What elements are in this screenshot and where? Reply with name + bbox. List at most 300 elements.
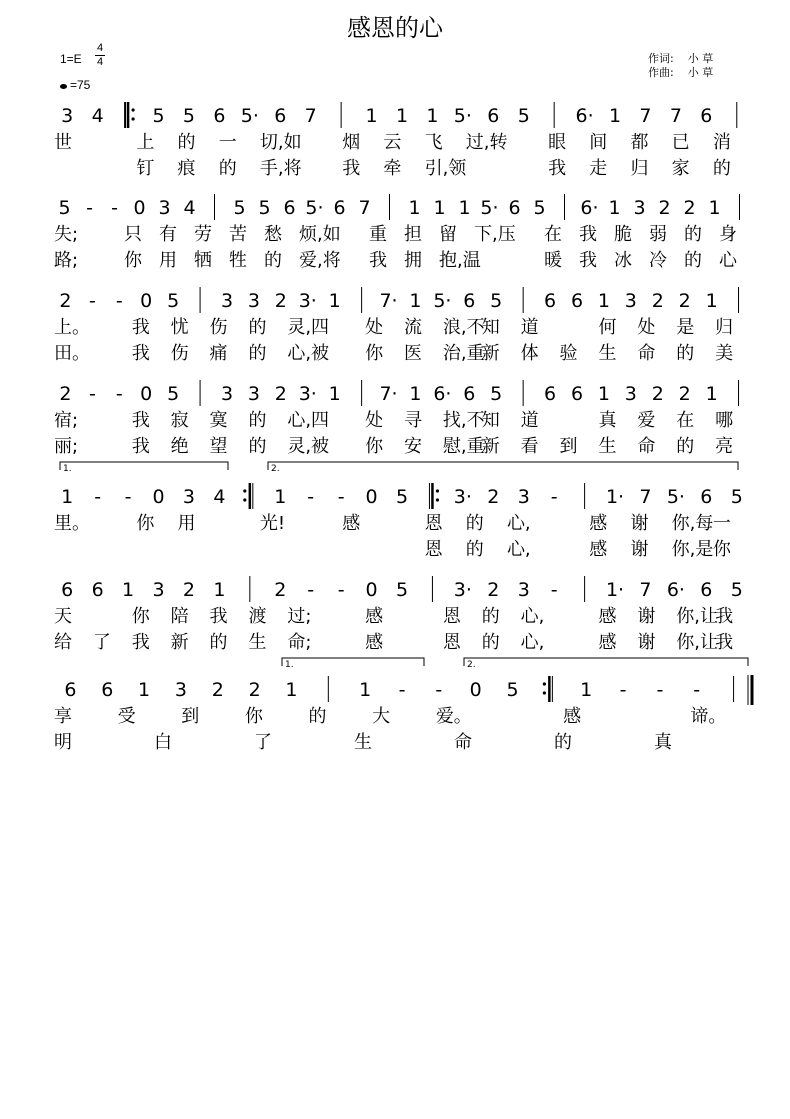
jianpu-note: 6 [463, 383, 476, 405]
lyric-syllable: 你,让 [676, 632, 718, 653]
lyric-syllable: 谢 [637, 606, 656, 627]
jianpu-note: 3· [298, 383, 317, 405]
jianpu-note: 6 [213, 105, 226, 127]
jianpu-note: 1 [122, 579, 135, 601]
jianpu-note: 6 [101, 679, 114, 701]
jianpu-note: - [94, 486, 102, 508]
jianpu-note: 1 [138, 679, 151, 701]
lyric-syllable: 美 [715, 343, 734, 364]
jianpu-note: 7 [639, 105, 652, 127]
lyric-syllable: 烦,如 [299, 224, 341, 245]
jianpu-note: 6 [64, 679, 77, 701]
jianpu-note: 5 [182, 105, 196, 127]
jianpu-note: 1 [597, 383, 610, 405]
lyric-syllable: 安 [404, 436, 422, 457]
lyric-syllable: 过; [287, 606, 312, 627]
repeat-dot [436, 498, 439, 501]
jianpu-note: - [398, 679, 406, 701]
lyric-syllable: 我 [131, 436, 150, 457]
jianpu-note: 5 [58, 197, 71, 219]
lyric-syllable: 到 [559, 436, 578, 457]
lyric-syllable: 我 [209, 606, 228, 627]
lyric-syllable: 我 [131, 317, 150, 338]
lyric-syllable: 你,让 [676, 606, 718, 627]
jianpu-note: 5· [240, 105, 259, 127]
lyric-syllable: 验 [559, 343, 578, 364]
lyric-syllable: 受 [117, 706, 136, 727]
lyric-syllable: 道 [520, 317, 539, 338]
lyric-syllable: 的 [248, 436, 267, 457]
lyric-syllable: 看 [520, 436, 539, 457]
jianpu-note: 3· [453, 579, 472, 601]
volta-1-bracket-label: 1. [285, 660, 294, 670]
lyric-syllable: 用 [159, 250, 177, 271]
repeat-dot [131, 117, 134, 120]
lyric-syllable: 伤 [170, 343, 189, 364]
lyric-syllable: 恩 [442, 606, 461, 627]
lyric-syllable: 到 [181, 706, 200, 727]
jianpu-note: 1 [61, 486, 74, 508]
jianpu-note: 0 [140, 290, 153, 312]
jianpu-note: - [124, 486, 132, 508]
jianpu-note: 1 [597, 290, 610, 312]
jianpu-note: 1 [274, 486, 287, 508]
jianpu-note: 3 [624, 383, 637, 405]
lyric-syllable: 你 [131, 606, 150, 627]
jianpu-note: 5 [152, 105, 165, 127]
lyric-syllable: 感 [598, 606, 617, 627]
jianpu-note: 1 [408, 197, 421, 219]
lyric-syllable: 处 [365, 317, 384, 338]
jianpu-note: 3· [298, 290, 317, 312]
jianpu-note: 6· [575, 105, 594, 127]
lyric-syllable: 慰,重 [442, 436, 485, 457]
lyric-syllable: 的 [554, 732, 572, 753]
jianpu-note: 4 [91, 105, 104, 127]
jianpu-note: 1· [605, 579, 625, 601]
lyric-syllable: 只 [124, 224, 142, 245]
lyric-syllable: 的 [676, 343, 695, 364]
lyricist-line: 作词: 小 草 [648, 52, 714, 65]
jianpu-note: 2 [182, 579, 196, 601]
jianpu-note: 3 [247, 290, 260, 312]
jianpu-note: 6 [544, 290, 557, 312]
lyric-syllable: 痛 [209, 343, 228, 364]
jianpu-note: - [337, 579, 345, 601]
jianpu-note: - [88, 383, 96, 405]
lyric-syllable: 你 [712, 539, 731, 560]
lyric-syllable: 哪 [715, 410, 734, 431]
lyric-syllable: 我 [579, 224, 597, 245]
jianpu-note: 5 [730, 579, 743, 601]
jianpu-note: 0 [469, 679, 482, 701]
jianpu-note: 7· [379, 383, 398, 405]
lyric-syllable: 的 [684, 250, 702, 271]
lyric-syllable: 恩 [424, 539, 443, 560]
jianpu-note: 1 [458, 197, 471, 219]
lyric-syllable: 手,将 [259, 158, 302, 179]
lyric-syllable: 一 [218, 132, 237, 153]
lyric-syllable: 体 [520, 343, 539, 364]
jianpu-note: 1 [395, 105, 409, 127]
lyric-syllable: 你 [136, 513, 155, 534]
jianpu-note: 1 [365, 105, 378, 127]
lyric-syllable: 丽; [54, 436, 79, 457]
lyric-syllable: 生 [598, 436, 617, 457]
lyric-syllable: 切,如 [259, 132, 302, 153]
lyric-syllable: 的 [465, 539, 484, 560]
jianpu-note: 3 [624, 290, 637, 312]
jianpu-note: 7· [379, 290, 398, 312]
lyric-syllable: 牺 [194, 250, 212, 271]
lyric-syllable: 烟 [342, 132, 361, 153]
jianpu-note: 2 [59, 290, 72, 312]
lyric-syllable: 的 [684, 224, 702, 245]
jianpu-note: 0 [365, 579, 378, 601]
lyric-syllable: 在 [676, 410, 695, 431]
jianpu-note: 5 [490, 383, 503, 405]
lyric-syllable: 新 [481, 436, 500, 457]
lyric-syllable: 光! [259, 513, 286, 534]
lyric-syllable: 里。 [54, 513, 90, 534]
jianpu-note: 7 [358, 197, 371, 219]
jianpu-note: 6· [433, 383, 452, 405]
jianpu-note: 2 [211, 679, 224, 701]
lyric-syllable: 你,每 [671, 513, 714, 534]
lyric-syllable: 的 [218, 158, 237, 179]
jianpu-note: 6 [570, 290, 584, 312]
lyric-syllable: 我 [548, 158, 567, 179]
jianpu-note: 2 [651, 383, 664, 405]
lyric-syllable: 谢 [637, 632, 656, 653]
lyric-syllable: 的 [177, 132, 196, 153]
jianpu-note: 6· [666, 579, 685, 601]
lyric-syllable: 心, [520, 606, 545, 627]
jianpu-note: - [115, 383, 123, 405]
lyric-syllable: 你 [365, 436, 384, 457]
jianpu-note: 2 [683, 197, 696, 219]
lyric-syllable: 大 [372, 706, 391, 727]
lyric-syllable: 心 [719, 250, 737, 271]
jianpu-note: 6 [61, 579, 74, 601]
lyric-syllable: 感 [598, 632, 617, 653]
lyric-syllable: 你 [124, 250, 142, 271]
lyric-syllable: 劳 [194, 224, 212, 245]
lyric-syllable: 在 [544, 224, 562, 245]
lyric-syllable: 路; [54, 250, 79, 271]
lyric-syllable: 天 [54, 606, 72, 627]
jianpu-note: 5 [167, 383, 180, 405]
jianpu-note: 5 [730, 486, 743, 508]
jianpu-note: 2 [678, 383, 691, 405]
jianpu-note: 2 [274, 579, 287, 601]
lyric-syllable: 家 [671, 158, 690, 179]
jianpu-note: 7 [639, 486, 652, 508]
lyric-syllable: 重 [369, 224, 387, 245]
volta-2-bracket [464, 658, 748, 666]
lyric-syllable: 生 [598, 343, 617, 364]
lyric-syllable: 新 [170, 632, 189, 653]
lyric-syllable: 田。 [54, 343, 90, 364]
jianpu-note: 6 [463, 290, 476, 312]
key-signature: 1=E [60, 52, 82, 66]
lyric-syllable: 心, [506, 539, 531, 560]
volta-1-bracket [60, 462, 228, 470]
jianpu-note: 1 [328, 383, 341, 405]
jianpu-note: - [307, 486, 315, 508]
jianpu-note: - [435, 679, 443, 701]
jianpu-note: 0 [133, 197, 146, 219]
lyric-syllable: 知 [481, 410, 500, 431]
lyric-syllable: 的 [248, 343, 267, 364]
jianpu-note: 3 [220, 290, 234, 312]
lyric-syllable: 的 [248, 317, 267, 338]
jianpu-note: - [550, 486, 558, 508]
lyric-syllable: 归 [715, 317, 734, 338]
lyric-syllable: 消 [712, 132, 731, 153]
repeat-dot [543, 691, 546, 694]
repeat-dot [243, 498, 246, 501]
lyric-syllable: 爱 [637, 410, 656, 431]
lyric-syllable: 的 [481, 606, 500, 627]
lyric-syllable: 暖 [544, 250, 562, 271]
tempo-value: =75 [70, 78, 91, 92]
lyric-syllable: 浪,不 [442, 317, 485, 338]
lyric-syllable: 下,压 [474, 224, 516, 245]
jianpu-note: 3 [247, 383, 260, 405]
lyric-syllable: 上 [136, 132, 155, 153]
jianpu-note: 5 [395, 579, 409, 601]
lyric-syllable: 我 [131, 343, 150, 364]
jianpu-note: 6 [700, 579, 713, 601]
jianpu-note: 4 [183, 197, 196, 219]
jianpu-note: 5 [517, 105, 530, 127]
volta-2-bracket [268, 462, 738, 470]
lyric-syllable: 拥 [404, 250, 422, 271]
jianpu-note: 5 [395, 486, 409, 508]
jianpu-note: 0 [365, 486, 378, 508]
lyric-syllable: 命 [454, 732, 472, 753]
lyric-syllable: 爱。 [435, 706, 472, 727]
lyric-syllable: 的 [264, 250, 282, 271]
lyric-syllable: 我 [715, 632, 734, 653]
jianpu-note: 5 [533, 197, 546, 219]
jianpu-note: 5· [453, 105, 472, 127]
lyric-syllable: 苦 [229, 224, 247, 245]
lyric-syllable: 钉 [136, 158, 155, 179]
jianpu-note: - [337, 486, 345, 508]
lyric-syllable: 冷 [649, 250, 667, 271]
lyric-syllable: 处 [637, 317, 656, 338]
lyric-syllable: 流 [404, 317, 422, 338]
jianpu-note: 6· [580, 197, 599, 219]
lyric-syllable: 世 [54, 132, 72, 153]
jianpu-note: 6 [700, 486, 713, 508]
jianpu-note: - [307, 579, 315, 601]
lyric-syllable: 何 [598, 317, 617, 338]
lyric-syllable: 飞 [424, 132, 443, 153]
jianpu-note: 5 [258, 197, 271, 219]
repeat-dot [543, 682, 546, 685]
lyric-syllable: 道 [520, 410, 539, 431]
lyric-syllable: 给 [54, 632, 72, 653]
lyric-syllable: 眼 [548, 132, 567, 153]
volta-1-bracket [282, 658, 424, 666]
jianpu-note: 7 [639, 579, 652, 601]
lyric-syllable: 抱,温 [439, 250, 481, 271]
lyric-syllable: 寂 [170, 410, 189, 431]
jianpu-note: - [86, 197, 93, 219]
lyric-syllable: 知 [481, 317, 500, 338]
jianpu-note: 1 [213, 579, 226, 601]
lyric-syllable: 都 [630, 132, 649, 153]
lyric-syllable: 我 [369, 250, 387, 271]
lyric-syllable: 了 [92, 632, 111, 653]
jianpu-note: - [619, 679, 627, 701]
jianpu-note: 1 [708, 197, 721, 219]
lyric-syllable: 了 [254, 732, 272, 753]
jianpu-note: 2 [651, 290, 664, 312]
lyric-syllable: 已 [671, 132, 690, 153]
lyric-syllable: 医 [404, 343, 422, 364]
lyric-syllable: 陪 [170, 606, 189, 627]
lyric-syllable: 牵 [383, 158, 402, 179]
lyric-syllable: 我 [342, 158, 361, 179]
lyric-syllable: 忧 [170, 317, 189, 338]
jianpu-note: 5 [233, 197, 246, 219]
lyric-syllable: 感 [365, 632, 384, 653]
lyric-syllable: 的 [676, 436, 695, 457]
lyric-syllable: 享 [54, 706, 72, 727]
lyric-syllable: 心,被 [287, 343, 330, 364]
jianpu-note: 5 [490, 290, 503, 312]
lyric-syllable: 走 [589, 158, 608, 179]
lyric-syllable: 灵,被 [287, 436, 330, 457]
lyric-syllable: 身 [719, 224, 737, 245]
lyric-syllable: 伤 [209, 317, 228, 338]
lyric-syllable: 灵,四 [287, 317, 330, 338]
lyric-syllable: 恩 [424, 513, 443, 534]
jianpu-note: 0 [152, 486, 165, 508]
lyric-syllable: 的 [209, 632, 228, 653]
lyric-syllable: 的 [308, 706, 327, 727]
lyric-syllable: 感 [342, 513, 361, 534]
jianpu-note: - [550, 579, 558, 601]
lyric-syllable: 担 [404, 224, 422, 245]
jianpu-note: 1· [605, 486, 625, 508]
jianpu-note: 3 [633, 197, 646, 219]
jianpu-note: 3 [220, 383, 234, 405]
jianpu-note: - [656, 679, 664, 701]
jianpu-note: 3 [158, 197, 171, 219]
lyric-syllable: 的 [481, 632, 500, 653]
jianpu-note: 1 [608, 105, 622, 127]
lyric-syllable: 白 [154, 732, 172, 753]
repeat-dot [243, 489, 246, 492]
jianpu-note: 6 [283, 197, 296, 219]
lyric-syllable: 的 [712, 158, 731, 179]
jianpu-note: 6 [544, 383, 557, 405]
jianpu-note: 2 [274, 383, 287, 405]
jianpu-note: 1 [580, 679, 593, 701]
lyric-syllable: 的 [465, 513, 484, 534]
jianpu-note: 1 [705, 290, 718, 312]
lyric-syllable: 上。 [54, 317, 90, 338]
jianpu-note: 2 [59, 383, 72, 405]
lyric-syllable: 真 [598, 410, 617, 431]
lyric-syllable: 处 [365, 410, 384, 431]
lyric-syllable: 归 [630, 158, 649, 179]
jianpu-note: 5· [433, 290, 452, 312]
jianpu-note: 3 [182, 486, 196, 508]
lyric-syllable: 渡 [248, 606, 267, 627]
lyric-syllable: 命 [637, 343, 656, 364]
lyric-syllable: 心, [506, 513, 531, 534]
lyric-syllable: 的 [248, 410, 267, 431]
lyric-syllable: 感 [589, 513, 608, 534]
lyric-syllable: 过,转 [465, 132, 508, 153]
lyric-syllable: 是 [676, 317, 695, 338]
time-signature-top: 4 [96, 42, 104, 54]
jianpu-note: 1 [409, 290, 422, 312]
lyric-syllable: 心,四 [287, 410, 330, 431]
jianpu-note: 3 [152, 579, 165, 601]
lyric-syllable: 愁 [264, 224, 282, 245]
lyric-syllable: 寞 [209, 410, 228, 431]
jianpu-note: 5 [506, 679, 519, 701]
jianpu-note: 2 [678, 290, 691, 312]
jianpu-note: 3· [453, 486, 472, 508]
jianpu-note: 3 [517, 486, 530, 508]
jianpu-note: 6 [700, 105, 713, 127]
lyric-syllable: 弱 [649, 224, 667, 245]
jianpu-note: - [111, 197, 118, 219]
volta-1-bracket-label: 1. [63, 464, 72, 474]
lyric-syllable: 亮 [715, 436, 734, 457]
jianpu-note: 1 [359, 679, 372, 701]
lyric-syllable: 明 [54, 732, 72, 753]
jianpu-note: - [88, 290, 96, 312]
repeat-dot [131, 108, 134, 111]
repeat-dot [436, 489, 439, 492]
jianpu-note: 6 [570, 383, 584, 405]
jianpu-note: - [693, 679, 701, 701]
lyric-syllable: 生 [354, 732, 372, 753]
jianpu-note: 2 [487, 579, 500, 601]
lyric-syllable: 我 [131, 632, 150, 653]
jianpu-note: 1 [409, 383, 422, 405]
lyric-syllable: 你,是 [671, 539, 714, 560]
jianpu-note: 3 [174, 679, 187, 701]
lyric-syllable: 一 [712, 513, 731, 534]
lyric-syllable: 我 [131, 410, 150, 431]
jianpu-note: 2 [487, 486, 500, 508]
jianpu-note: 5· [666, 486, 685, 508]
lyric-syllable: 我 [715, 606, 734, 627]
jianpu-note: 5 [167, 290, 180, 312]
time-signature-bottom: 4 [96, 56, 104, 68]
jianpu-note: 1 [426, 105, 439, 127]
lyric-syllable: 用 [177, 513, 196, 534]
lyric-syllable: 命 [637, 436, 656, 457]
jianpu-note: 0 [140, 383, 153, 405]
jianpu-note: 2 [274, 290, 287, 312]
jianpu-note: 2 [248, 679, 261, 701]
jianpu-note: 6 [91, 579, 104, 601]
lyric-syllable: 牲 [229, 250, 247, 271]
lyric-syllable: 找,不 [442, 410, 485, 431]
jianpu-note: 1 [608, 197, 621, 219]
